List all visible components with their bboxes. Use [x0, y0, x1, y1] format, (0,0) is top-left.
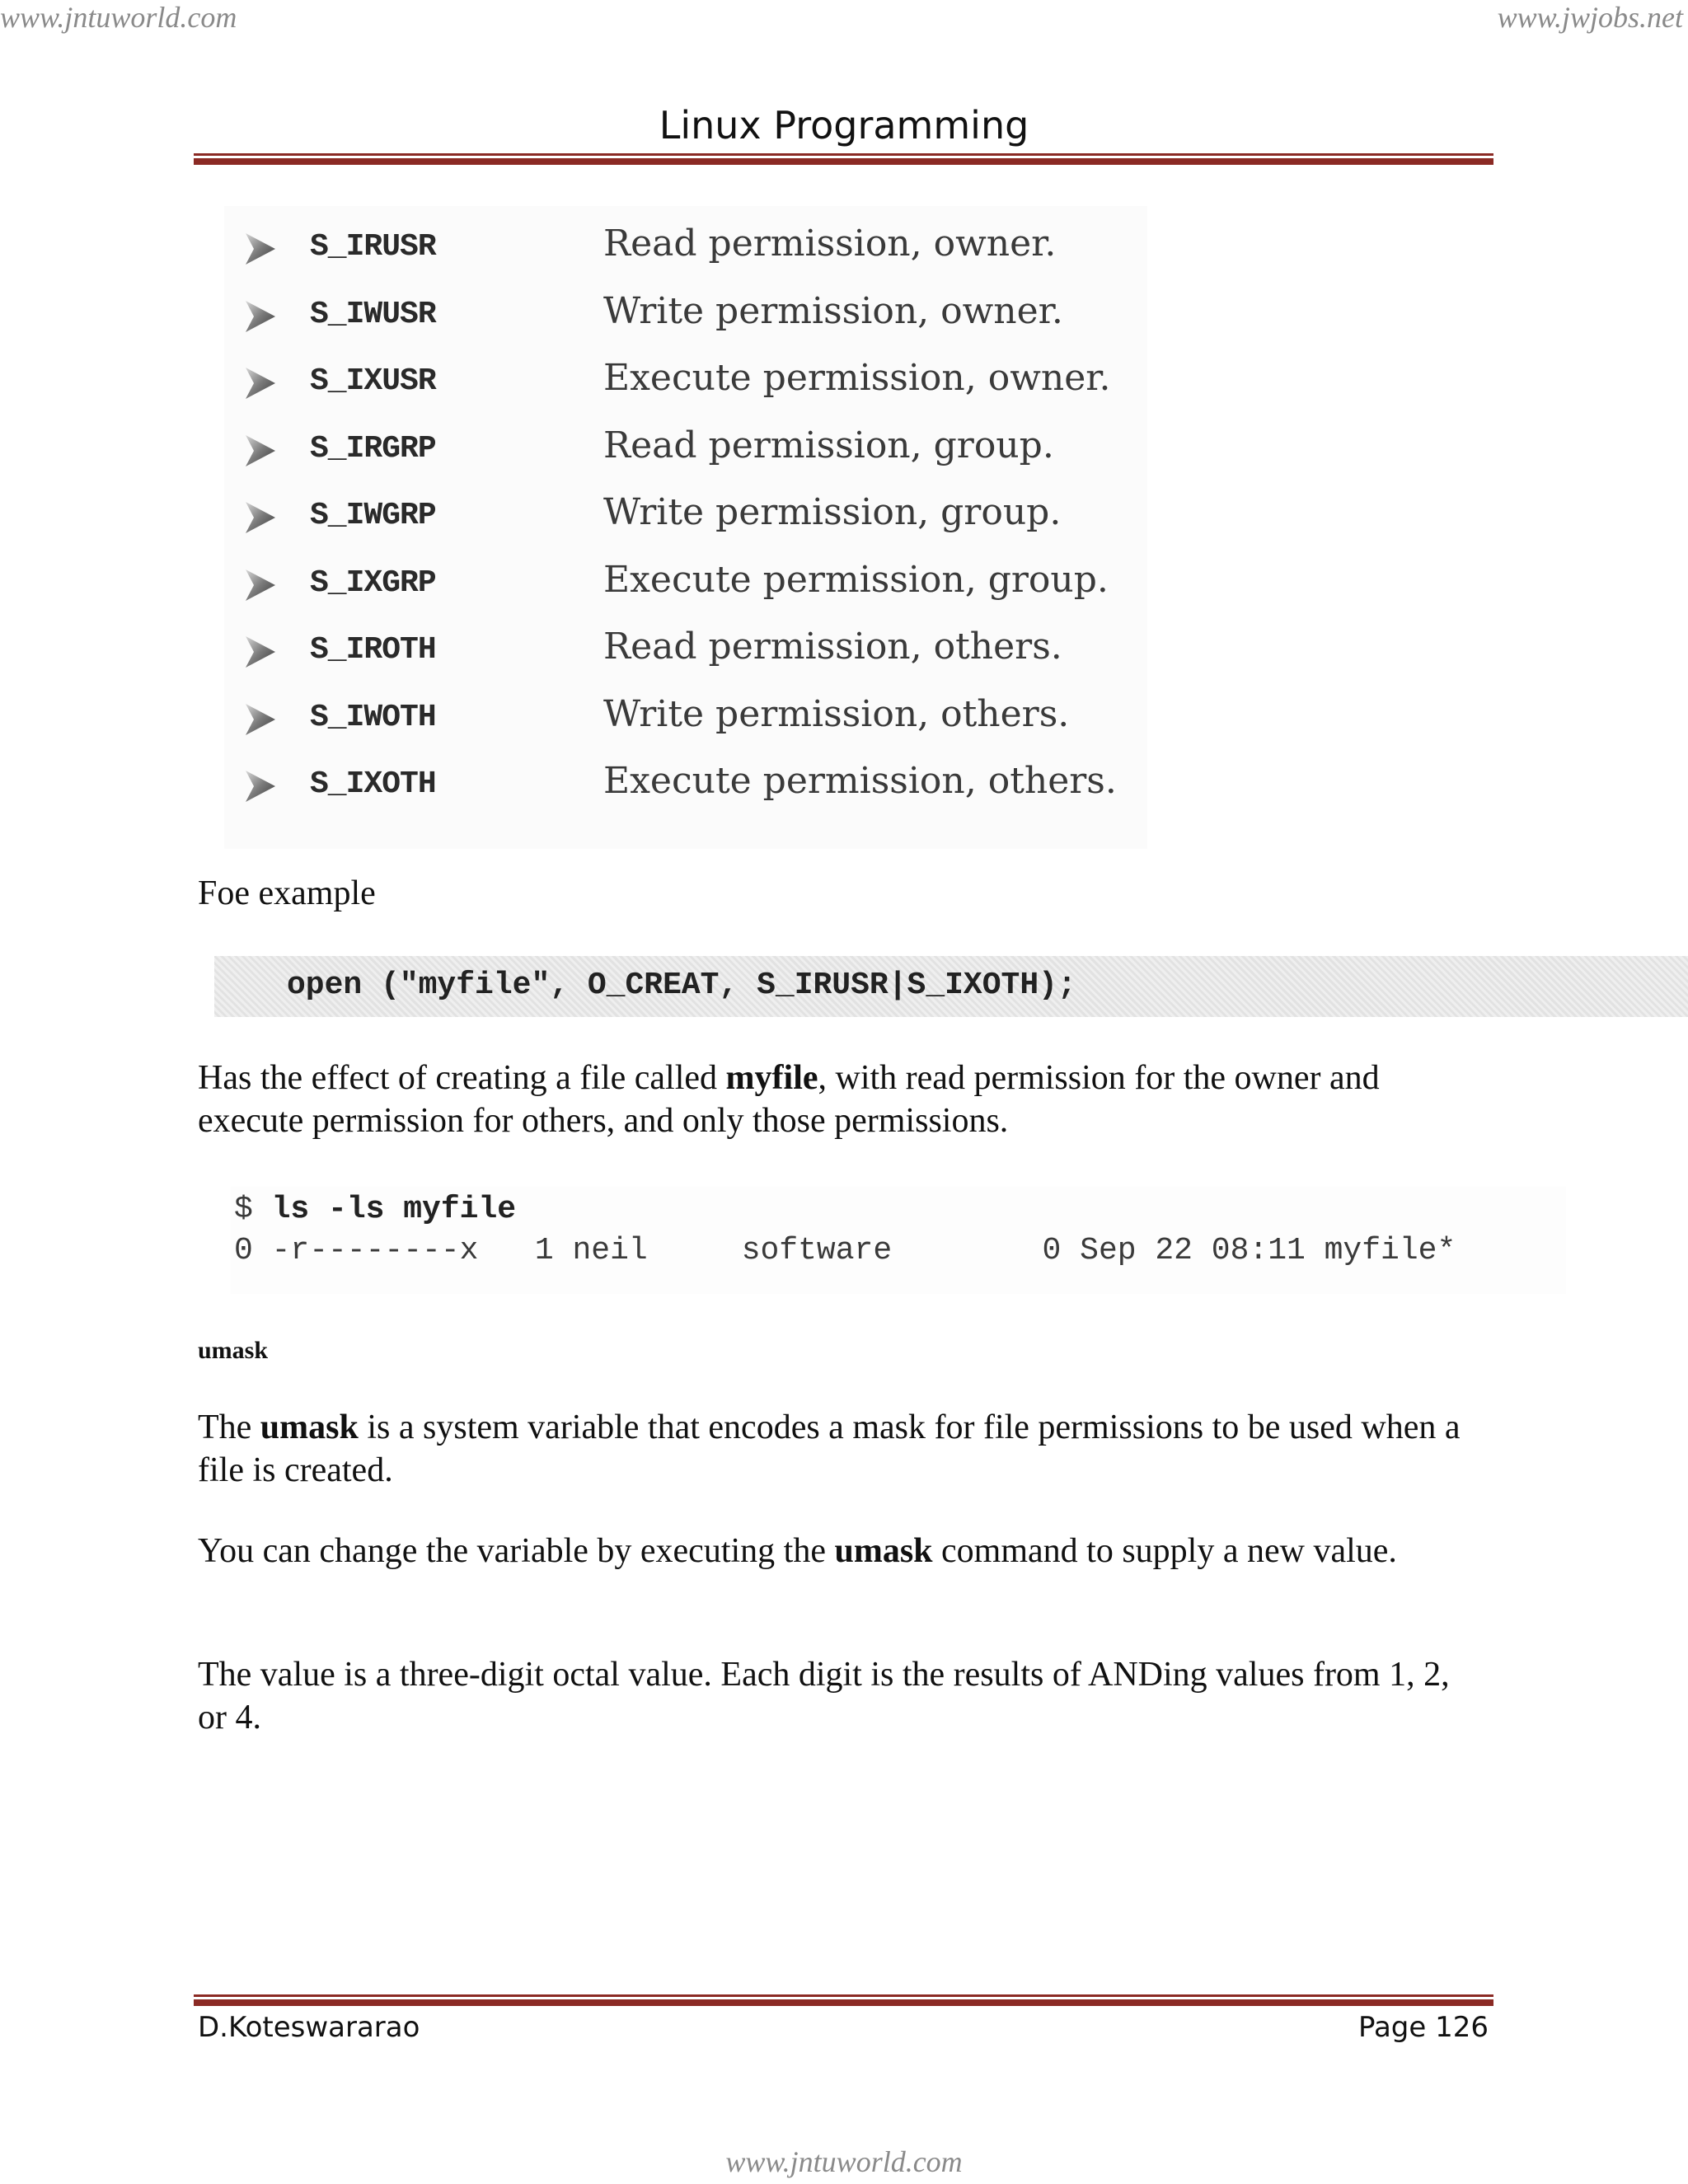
- permission-constant: S_IWOTH: [310, 699, 436, 735]
- code-block-ls: [231, 1187, 1566, 1294]
- arrow-bullet-icon: [242, 230, 279, 268]
- permission-constant: S_IWUSR: [310, 296, 436, 332]
- para2-bold: umask: [260, 1408, 359, 1446]
- paragraph-octal-value: The value is a three-digit octal value. Each digit is the results of ANDing values from 1, 2, or 4.: [198, 1656, 1450, 1736]
- permission-constant: S_IWGRP: [310, 498, 436, 533]
- paragraph-umask-definition: [198, 1406, 1484, 1492]
- permission-row: [224, 491, 1147, 541]
- header-rule: [194, 153, 1493, 165]
- permission-description: Write permission, owner.: [603, 289, 1063, 332]
- arrow-bullet-icon: [242, 633, 279, 671]
- para3-text-before: You can change the variable by executing the: [198, 1532, 835, 1570]
- arrow-bullet-icon: [242, 364, 279, 402]
- arrow-bullet-icon: [242, 432, 279, 470]
- permission-row: [224, 424, 1147, 474]
- page-title: Linux Programming: [659, 103, 1029, 148]
- permission-description: Read permission, others.: [603, 626, 1062, 668]
- permission-description: Execute permission, owner.: [603, 357, 1111, 399]
- permission-constant: S_IRUSR: [310, 229, 436, 265]
- permission-table: [224, 206, 1147, 849]
- paragraph-myfile: [198, 1057, 1484, 1142]
- footer-page-number: Page 126: [1357, 2011, 1489, 2044]
- arrow-bullet-icon: [242, 298, 279, 335]
- shell-output: 0 -r--------x 1 neil software 0 Sep 22 08:11 myfile*: [234, 1233, 1456, 1268]
- permission-row: [224, 559, 1147, 608]
- permission-description: Read permission, group.: [603, 424, 1054, 466]
- arrow-bullet-icon: [242, 767, 279, 805]
- para3-bold: umask: [834, 1532, 933, 1570]
- paragraph-umask-command: [198, 1530, 1484, 1572]
- para2-text-after: is a system variable that encodes a mask for file permissions to be used when a file is created.: [198, 1408, 1461, 1489]
- para2-text-before: The: [198, 1408, 260, 1446]
- permission-constant: S_IXOTH: [310, 766, 436, 802]
- permission-description: Write permission, others.: [603, 692, 1070, 735]
- watermark-top-right: www.jwjobs.net: [1497, 1, 1683, 34]
- arrow-bullet-icon: [242, 566, 279, 604]
- permission-constant: S_IRGRP: [310, 430, 436, 466]
- watermark-top-left: www.jntuworld.com: [0, 1, 237, 34]
- section-heading-umask: umask: [198, 1337, 269, 1364]
- permission-row: [224, 760, 1147, 809]
- permission-row: [224, 693, 1147, 743]
- permission-constant: S_IROTH: [310, 632, 436, 668]
- arrow-bullet-icon: [242, 701, 279, 738]
- permission-constant: S_IXUSR: [310, 363, 436, 399]
- para3-text-after: command to supply a new value.: [932, 1532, 1397, 1570]
- permission-constant: S_IXGRP: [310, 565, 436, 601]
- para1-text-before: Has the effect of creating a file called: [198, 1059, 726, 1097]
- arrow-bullet-icon: [242, 499, 279, 537]
- code-open-line: open ("myfile", O_CREAT, S_IRUSR|S_IXOTH);: [287, 968, 1076, 1003]
- permission-description: Execute permission, group.: [603, 558, 1109, 601]
- para1-text-after: , with read permission for the owner and execute permission for others, and only those permissions.: [198, 1059, 1380, 1140]
- shell-prompt: $: [234, 1192, 272, 1227]
- permission-row: [224, 290, 1147, 340]
- example-label: Foe example: [198, 874, 376, 912]
- permission-row: [224, 626, 1147, 675]
- watermark-bottom: www.jntuworld.com: [725, 2145, 963, 2178]
- code-block-open: [214, 956, 1688, 1017]
- shell-command: ls -ls myfile: [271, 1192, 517, 1227]
- permission-description: Execute permission, others.: [603, 760, 1117, 802]
- permission-row: [224, 357, 1147, 406]
- para1-bold: myfile: [725, 1059, 818, 1097]
- footer-author: D.Koteswararao: [198, 2011, 420, 2044]
- permission-description: Write permission, group.: [603, 491, 1062, 533]
- footer-rule: [194, 1994, 1493, 2006]
- permission-description: Read permission, owner.: [603, 223, 1057, 265]
- permission-row: [224, 223, 1147, 272]
